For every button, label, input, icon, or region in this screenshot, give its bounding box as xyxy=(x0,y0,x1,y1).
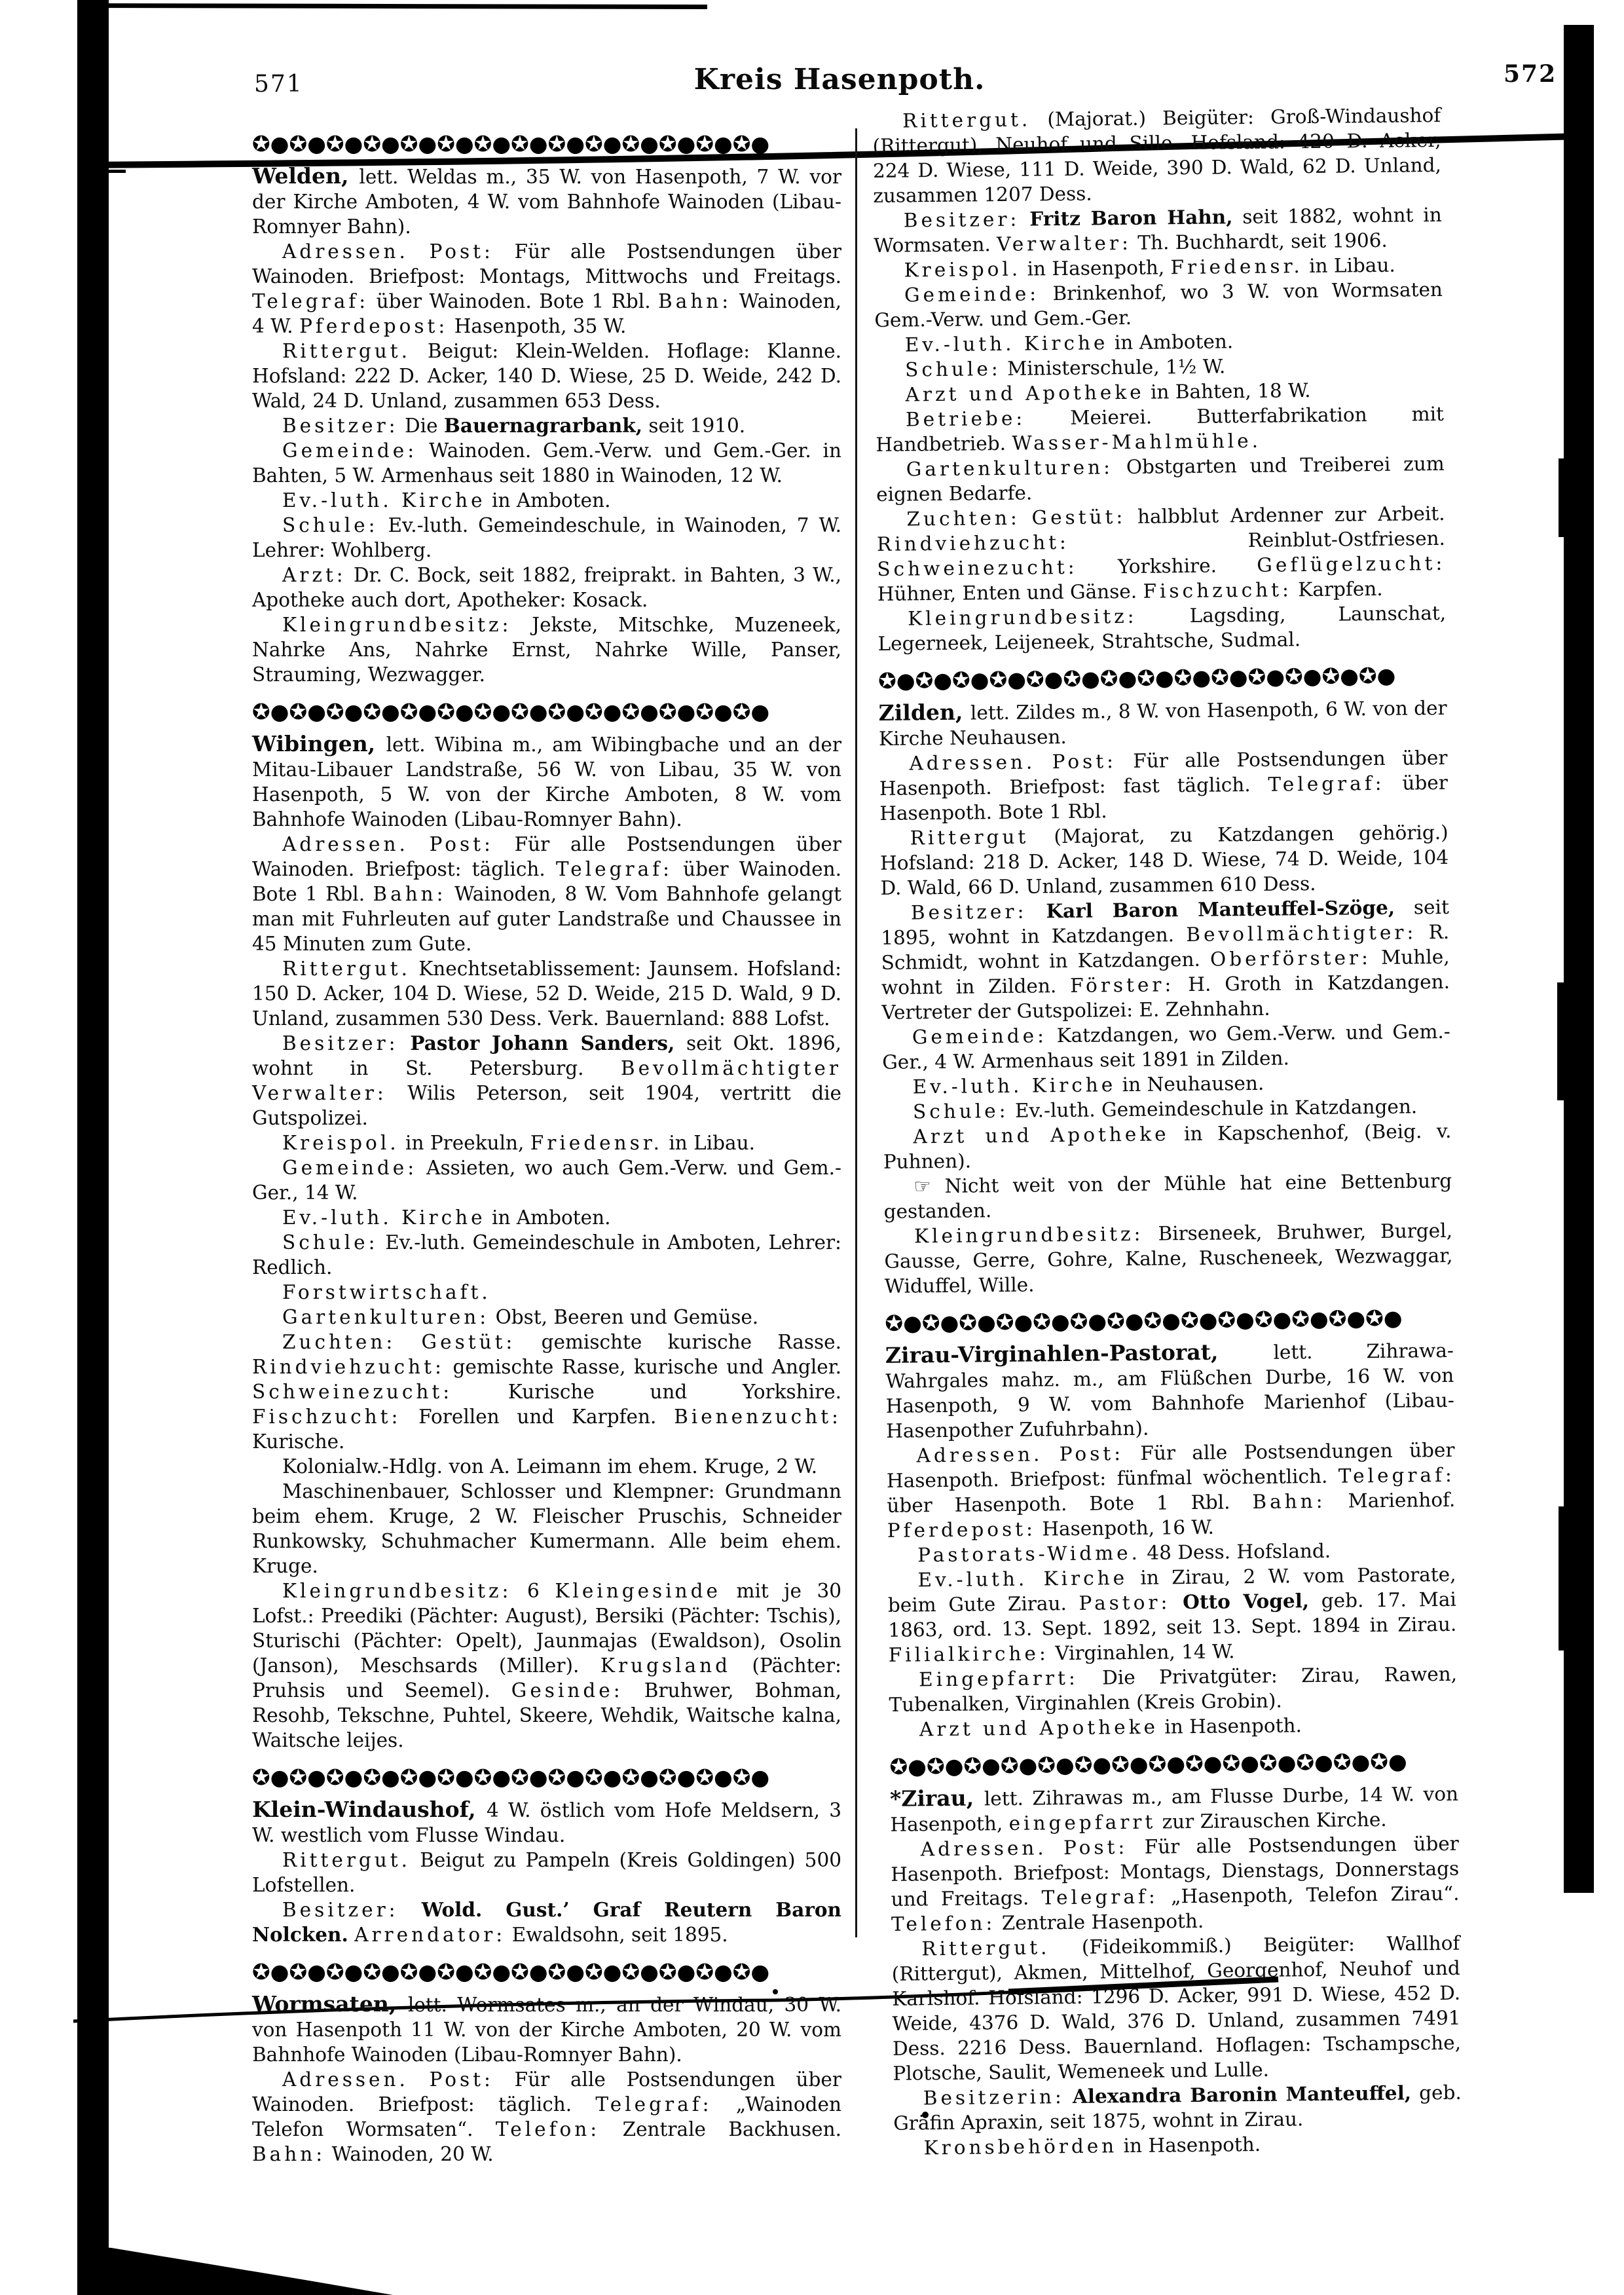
text-run: Kurische und Yorkshire. xyxy=(452,1381,841,1403)
text-run: Virginahlen, 14 W. xyxy=(1048,1640,1235,1665)
text-run: in Amboten. xyxy=(485,489,611,512)
text-run: Birseneek, Bruhwer, Burgel, Gausse, Gerre, Gohre, Kalne, Ruscheneek, Wezwaggar, Widuffel, Wille. xyxy=(884,1219,1453,1297)
ornament-divider: ✪●✪●✪●✪●✪●✪●✪●✪●✪●✪●✪●✪●✪●✪● xyxy=(252,1764,770,1790)
text-run: seit 1895, wohnt in Katzdangen. xyxy=(881,895,1450,949)
ornament-divider: ✪●✪●✪●✪●✪●✪●✪●✪●✪●✪●✪●✪●✪●✪● xyxy=(252,1959,770,1985)
text-run: Adressen. xyxy=(920,1837,1047,1861)
text-run xyxy=(348,1924,354,1946)
paragraph xyxy=(252,612,841,687)
text-run xyxy=(399,1899,422,1921)
owner-name: Wold. Gust.’ Graf Reutern Baron Nolcken. xyxy=(252,1898,841,1946)
text-run: Lagsding, Launschat, Legerneek, Leijeneek, Strahtsche, Sudmal. xyxy=(877,601,1447,655)
paragraph xyxy=(891,1931,1461,2086)
scan-top-edge-line xyxy=(84,3,707,9)
text-run: Telegraf: xyxy=(252,290,369,312)
text-run: Pastor: xyxy=(1079,1591,1171,1614)
ornament-divider: ✪●✪●✪●✪●✪●✪●✪●✪●✪●✪●✪●✪●✪●✪● xyxy=(252,699,770,724)
ornament-divider: ✪●✪●✪●✪●✪●✪●✪●✪●✪●✪●✪●✪●✪●✪● xyxy=(877,662,1396,694)
text-run: in Neuhausen. xyxy=(1116,1072,1264,1096)
text-run: Gemeinde: xyxy=(912,1024,1048,1049)
text-run: Bevollmächtigter: xyxy=(1186,921,1417,946)
text-run: Forellen und Karpfen. xyxy=(401,1406,674,1428)
text-run: Post: xyxy=(1052,750,1117,774)
text-run: lett. Wormsates m., an der Windau, 30 W. von Hasenpoth 11 W. von der Kirche Amboten, 20 W. vom Bahnhofe Wainoden (Libau-Romnyer Bahn). xyxy=(252,1994,841,2066)
text-run: Kleingrundbesitz: xyxy=(282,614,512,636)
text-run: Katzdangen, wo Gem.-Verw. und Gem.-Ger., 4 W. Armenhaus seit 1891 in Zilden. xyxy=(882,1020,1450,1073)
text-run: seit 1882, wohnt in Wormsaten. xyxy=(874,203,1442,257)
text-run: Adressen. xyxy=(916,1443,1043,1467)
text-run: Hühner, Enten und Gänse. xyxy=(877,580,1143,605)
text-run: Wainoden. Gem.-Verw. und Gem.-Ger. in Bahten, 5 W. Armenhaus seit 1880 in Wainoden, 12 W. xyxy=(252,439,841,487)
text-run: Telegraf: xyxy=(1338,1463,1456,1487)
paragraph xyxy=(893,2080,1462,2136)
entry-heading-paragraph xyxy=(252,164,841,239)
text-run: ☞ Nicht weit von der Mühle hat eine Bettenburg gestanden. xyxy=(883,1169,1452,1223)
text-run: Reinblut-Ostfriesen. xyxy=(1069,527,1446,553)
paragraph xyxy=(252,832,841,956)
text-run: mit je 30 Lofst.: Preediki (Pächter: August), Bersiki (Pächter: Tschis), Sturischi (Pächter: Opelt), Jaunmajas (Ewaldson), Osolin (Janson), Meschsards (Miller). xyxy=(252,1580,841,1677)
paragraph xyxy=(879,745,1448,826)
text-run: Krugsland xyxy=(600,1654,731,1677)
text-run: Betriebe: xyxy=(905,407,1026,431)
text-run: Arrendator: xyxy=(354,1924,506,1946)
text-run: Filialkirche: xyxy=(888,1642,1050,1666)
text-run: Eingepfarrt: xyxy=(918,1666,1079,1691)
paragraph xyxy=(882,1019,1451,1075)
text-run xyxy=(1065,2085,1073,2108)
text-run: Gemeinde: xyxy=(282,1157,418,1179)
text-run: Jekste, Mitschke, Muzeneek, Nahrke Ans, Nahrke Ernst, Nahrke Wille, Panser, Strauming, Wezwagger. xyxy=(252,614,841,686)
text-run: Kreispol. xyxy=(904,257,1022,282)
text-run: Wainoden, 4 W. xyxy=(252,290,841,337)
text-run: Telefon: xyxy=(495,2118,600,2140)
text-run xyxy=(1043,1443,1060,1465)
text-run: Förster: xyxy=(1069,973,1175,997)
text-run: Für alle Postsendungen über Wainoden. Briefpost: Montags, Mittwochs und Freitags. xyxy=(252,240,841,288)
text-run: (Fideikommiß.) Beigüter: Wallhof (Rittergut), Akmen, Mittelhof, Georgenhof, Neuhof und Karlshof. Hofsland: 1296 D. Acker, 991 D. Wiese, 452 D. Weide, 4376 D. Wald, 376 D. Unland, zusammen 7491 Dess. 2216 Dess. Bauernland. Hoflagen: Tschampsche, Plotsche, Saulit, Wemeneek und Lulle. xyxy=(891,1931,1462,2085)
paragraph xyxy=(252,1479,841,1578)
paragraph xyxy=(883,1119,1452,1174)
text-run: Rindviehzucht: xyxy=(876,531,1070,555)
text-run: Schule: xyxy=(912,1099,1009,1123)
text-run: Ev.-luth. Kirche xyxy=(282,1206,486,1229)
paragraph xyxy=(252,438,841,488)
paragraph xyxy=(252,1280,841,1305)
text-run xyxy=(1020,506,1032,529)
text-run: Kleingesinde xyxy=(555,1580,721,1602)
text-run: in Bahten, 18 W. xyxy=(1144,379,1311,403)
owner-name: Bauernagrarbank, xyxy=(443,414,643,437)
text-run: in Libau. xyxy=(662,1132,756,1154)
text-run xyxy=(1170,1591,1183,1613)
text-run: Kleingrundbesitz: xyxy=(282,1580,512,1602)
text-run: über Wainoden. Bote 1 Rbl. xyxy=(252,858,841,905)
text-run: halbblut Ardenner zur Arbeit. xyxy=(1126,502,1445,528)
text-run: 48 Dess. Hofsland. xyxy=(1140,1539,1331,1564)
paragraph xyxy=(252,1305,841,1330)
text-run: Zentrale Backhusen. xyxy=(600,2118,841,2140)
text-run: Ewaldsohn, seit 1895. xyxy=(506,1924,728,1946)
text-run: R. Schmidt, wohnt in Katzdangen. xyxy=(881,920,1450,974)
entry-heading-paragraph xyxy=(252,1992,841,2067)
text-run: Beigut: Klein-Welden. Hoflage: Klanne. Hofsland: 222 D. Acker, 140 D. Wiese, 25 D. Weide, 242 D. Wald, 24 D. Unland, zusammen 653 Dess. xyxy=(252,340,841,412)
text-run: Ev.-luth. Kirche xyxy=(917,1567,1128,1592)
text-run: Pferdepost: xyxy=(299,315,449,337)
text-run xyxy=(409,2068,430,2091)
entry-heading-paragraph xyxy=(252,732,841,832)
paragraph xyxy=(252,1205,841,1230)
text-run: Kleingrundbesitz: xyxy=(907,605,1137,630)
text-run: Ev.-luth. Gemeindeschule in Katzdangen. xyxy=(1008,1095,1418,1122)
paragraph xyxy=(252,513,841,563)
paragraph xyxy=(872,103,1442,208)
scan-corner-blob xyxy=(77,2245,393,2295)
text-run: Kleingrundbesitz: xyxy=(913,1222,1144,1248)
text-run: Rittergut. xyxy=(282,1849,411,1871)
text-run: Die Privatgüter: Zirau, Rawen, Tubenalken, Virginahlen (Kreis Grobin). xyxy=(889,1662,1458,1716)
text-run: in Amboten. xyxy=(1108,330,1234,354)
text-run: Bruhwer, Bohman, Resohb, Tekschne, Puhtel, Skeere, Wehdik, Waitsche kalna, Waitsche leijes. xyxy=(252,1679,842,1751)
paragraph xyxy=(252,563,841,612)
text-run xyxy=(396,1331,421,1353)
text-run: Zentrale Hasenpoth. xyxy=(995,1909,1204,1935)
text-run: 6 xyxy=(511,1580,555,1602)
right-text-column xyxy=(872,103,1462,2161)
paragraph xyxy=(252,1454,841,1479)
ornament-divider: ✪●✪●✪●✪●✪●✪●✪●✪●✪●✪●✪●✪●✪●✪● xyxy=(889,1748,1407,1780)
paragraph xyxy=(252,1897,841,1947)
paragraph xyxy=(252,488,841,513)
text-run: Adressen. xyxy=(282,833,409,855)
text-run: Wilis Peterson, seit 1904, vertritt die Gutspolizei. xyxy=(252,1082,841,1129)
text-run: Meierei. Butterfabrikation mit Handbetrieb. xyxy=(876,402,1445,456)
text-run: Geflügelzucht: xyxy=(1257,551,1446,576)
paragraph xyxy=(252,1230,841,1280)
text-run: in Hasenpoth. xyxy=(1117,2133,1261,2157)
page-title: Kreis Hasenpoth. xyxy=(693,63,986,96)
entry-name: Zirau-Virginahlen-Pastorat, xyxy=(885,1338,1274,1368)
text-run: Ev.-luth. Kirche xyxy=(912,1073,1116,1098)
paragraph xyxy=(889,1711,1458,1742)
text-run: Karpfen. xyxy=(1291,577,1383,601)
text-run: Adressen. xyxy=(909,751,1036,775)
paragraph xyxy=(893,2130,1462,2161)
text-run: Für alle Postsendungen über Hasenpoth. Briefpost: fünfmal wöchentlich. xyxy=(886,1438,1455,1492)
paragraph xyxy=(883,1168,1452,1224)
text-run: Hasenpoth, 16 W. xyxy=(1035,1516,1215,1540)
text-run: in Libau. xyxy=(1302,253,1395,278)
text-run: über Wainoden. Bote 1 Rbl. xyxy=(369,290,659,312)
paragraph xyxy=(887,1562,1457,1668)
text-run: Verwalter: xyxy=(996,231,1132,256)
text-run: Friedensr. xyxy=(1170,255,1303,279)
text-run: Arzt und Apotheke xyxy=(919,1715,1159,1741)
text-run: lett. Weldas m., 35 W. von Hasenpoth, 7 W. vor der Kirche Amboten, 4 W. vom Bahnhofe Wainoden (Libau-Romnyer Bahn). xyxy=(252,166,841,238)
entry-name: Wibingen, xyxy=(252,731,386,756)
text-run: Rittergut. xyxy=(282,958,411,980)
text-run: über Hasenpoth. Bote 1 Rbl. xyxy=(887,1491,1253,1517)
text-run: Post: xyxy=(1059,1442,1124,1466)
text-run: Adressen. xyxy=(282,2068,409,2091)
entry-name: Klein-Windaushof, xyxy=(252,1797,487,1822)
text-run: Obstgarten und Treiberei zum eignen Bedarfe. xyxy=(876,452,1445,506)
text-run: lett. Zihrawas m., am Flusse Durbe, 14 W. von Hasenpoth, xyxy=(890,1782,1459,1836)
text-run: Bahn: xyxy=(1252,1489,1326,1514)
text-run: geb. 17. Mai 1863, ord. 13. Sept. 1892, seit 13. Sept. 1894 in Zirau. xyxy=(888,1588,1457,1641)
text-run: Für alle Postsendungen über Wainoden. Briefpost: täglich. xyxy=(252,833,841,880)
text-run: Schule: xyxy=(904,357,1001,381)
paragraph xyxy=(889,1662,1458,1717)
text-run: Besitzer: xyxy=(282,1032,399,1054)
text-run: (Pächter: Pruhsis und Seemel). xyxy=(252,1654,841,1702)
scan-left-border xyxy=(77,0,109,2295)
text-run: in Amboten. xyxy=(485,1206,611,1229)
text-run: Bienenzucht: xyxy=(674,1406,841,1428)
text-run: in Preekuln, xyxy=(399,1132,530,1154)
text-run: „Hasenpoth, Telefon Zirau“. xyxy=(1158,1882,1460,1908)
paragraph xyxy=(876,501,1446,606)
text-run: seit Okt. 1896, wohnt in St. Petersburg. xyxy=(252,1032,841,1079)
paragraph xyxy=(891,1831,1460,1937)
text-run: Knechtsetablissement: Jaunsem. Hofsland: 150 D. Acker, 104 D. Wiese, 52 D. Weide, 215 D. Wald, 9 D. Unland, zusammen 530 Dess. Verk. Bauernland: 888 Lofst. xyxy=(252,958,841,1030)
text-run: seit 1910. xyxy=(642,415,746,437)
paragraph xyxy=(252,413,841,438)
entry-heading-paragraph xyxy=(890,1781,1459,1837)
text-run: Ev.-luth. Kirche xyxy=(904,331,1109,356)
text-run xyxy=(1020,208,1029,230)
text-run: Besitzer: xyxy=(282,1899,399,1921)
entry-name: Wormsaten, xyxy=(252,1991,408,2017)
paragraph xyxy=(881,895,1450,1025)
owner-name: Fritz Baron Hahn, xyxy=(1029,205,1233,231)
text-run: Telegraf: xyxy=(1268,772,1385,796)
entry-heading-paragraph xyxy=(252,1797,841,1848)
text-run: Beigut zu Pampeln (Kreis Goldingen) 500 Lofstellen. xyxy=(252,1849,841,1896)
text-run: Gemeinde: xyxy=(282,439,418,462)
text-run: lett. Zildes m., 8 W. von Hasenpoth, 6 W. von der Kirche Neuhausen. xyxy=(878,696,1447,750)
text-run: gemischte kurische Rasse. xyxy=(515,1331,841,1353)
text-run: Adressen. xyxy=(282,240,409,263)
text-run: Besitzerin: xyxy=(923,2085,1065,2110)
text-run: Wainoden, 20 W. xyxy=(325,2143,494,2165)
paragraph xyxy=(877,601,1447,656)
text-run: Zuchten: xyxy=(282,1331,396,1353)
paragraph xyxy=(252,1848,841,1897)
text-run: Post: xyxy=(1063,1836,1128,1859)
text-run: (Majorat.) Beigüter: Groß-Windaushof (Rittergut), Neuhof und Sille. Hofsland: 420 D. Acker, 224 D. Wiese, 111 D. Weide, 390 D. Wald, 62 D. Unland, zusammen 1207 Dess. xyxy=(872,103,1442,207)
text-run: Gestüt: xyxy=(1031,505,1126,529)
text-run: in Hasenpoth. xyxy=(1158,1714,1302,1738)
owner-name: Karl Baron Manteuffel-Szöge, xyxy=(1046,895,1395,923)
text-run: in Hasenpoth, xyxy=(1021,256,1171,280)
text-run: Gestüt: xyxy=(421,1331,516,1353)
entry-heading-paragraph xyxy=(878,695,1447,751)
text-run xyxy=(409,833,430,855)
text-run: Besitzer: xyxy=(282,415,399,437)
paragraph xyxy=(252,956,841,1031)
text-run: Telegraf: xyxy=(1041,1885,1158,1909)
text-run: Schule: xyxy=(282,514,378,536)
paragraph xyxy=(252,1578,841,1753)
text-run: Gesinde: xyxy=(511,1679,623,1702)
text-run: Kronsbehörden xyxy=(923,2135,1118,2159)
text-run: Post: xyxy=(429,833,494,855)
paragraph xyxy=(879,820,1449,901)
text-run: Wainoden, 8 W. Vom Bahnhofe gelangt man mit Fuhrleuten auf guter Landstraße und Chaussee in 45 Minuten zum Gute. xyxy=(252,883,842,955)
text-run: in Kapschenhof, (Beig. v. Puhnen). xyxy=(883,1119,1452,1173)
text-run: Rindviehzucht: xyxy=(252,1356,445,1378)
scan-right-border xyxy=(1564,25,1594,1893)
text-run: Gemeinde: xyxy=(904,282,1040,307)
text-run: Wasser-Mahlmühle. xyxy=(1012,429,1262,455)
text-run: Oberförster: xyxy=(1209,946,1372,971)
text-run: Yorkshire. xyxy=(1077,553,1257,578)
text-run: Rittergut xyxy=(910,825,1029,849)
text-run: Schule: xyxy=(282,1231,378,1254)
paragraph xyxy=(886,1438,1456,1543)
text-run xyxy=(409,240,430,263)
page-number-right: 572 xyxy=(1504,60,1557,88)
text-run xyxy=(1035,751,1052,773)
text-run: Ev.-luth. Gemeindeschule, in Wainoden, 7 W. Lehrer: Wohlberg. xyxy=(252,514,841,561)
text-run: Ev.-luth. Kirche xyxy=(282,489,486,512)
text-run: Kolonialw.-Hdlg. von A. Leimann im ehem. Kruge, 2 W. xyxy=(282,1455,818,1478)
text-run: Für alle Postsendungen über Hasenpoth. Briefpost: Montags, Dienstags, Donnerstags und Freitags. xyxy=(891,1832,1460,1911)
entry-name: Welden, xyxy=(252,163,360,189)
text-run: Kurische. xyxy=(252,1430,345,1453)
text-run: Brinkenhof, wo 3 W. von Wormsaten Gem.-Verw. und Gem.-Ger. xyxy=(874,278,1443,331)
text-run: Gartenkulturen: xyxy=(282,1306,490,1328)
paragraph xyxy=(874,277,1443,333)
text-run: Telefon: xyxy=(891,1912,996,1935)
text-run xyxy=(1047,1837,1064,1859)
text-run: in Zirau, 2 W. vom Pastorate, beim Gute Zirau. xyxy=(887,1563,1456,1616)
paragraph xyxy=(876,401,1445,457)
text-run: eingepfarrt xyxy=(1008,1810,1156,1835)
text-run: Rittergut. xyxy=(921,1936,1050,1960)
text-run: Schweinezucht: xyxy=(252,1381,453,1403)
column-divider xyxy=(855,128,857,1937)
paragraph xyxy=(874,202,1443,258)
page-number-left: 571 xyxy=(254,71,303,98)
text-run: Ev.-luth. Gemeindeschule in Amboten, Lehrer: Redlich. xyxy=(252,1231,841,1278)
text-run: Gartenkulturen: xyxy=(906,456,1114,481)
text-run: Besitzer: xyxy=(903,208,1020,232)
text-run: Die xyxy=(398,415,444,437)
text-run xyxy=(1027,900,1046,922)
scan-edge-notch xyxy=(1559,458,1565,537)
text-run: Rittergut. xyxy=(902,108,1031,132)
text-run: Muhle, wohnt in Zilden. xyxy=(881,945,1450,999)
text-run: zur Zirauschen Kirche. xyxy=(1156,1808,1387,1833)
paragraph xyxy=(252,1330,841,1454)
owner-name: Pastor Johann Sanders, xyxy=(410,1032,675,1054)
paragraph xyxy=(252,1155,841,1205)
text-run: Th. Buchhardt, seit 1906. xyxy=(1131,229,1388,254)
text-run: Pferdepost: xyxy=(887,1518,1037,1542)
entry-name: Zilden, xyxy=(878,699,971,726)
scan-edge-notch xyxy=(1557,982,1565,1100)
text-run: Arzt und Apotheke xyxy=(905,381,1145,406)
paragraph xyxy=(252,1031,841,1130)
text-run: Marienhof. xyxy=(1325,1488,1456,1512)
text-run: Für alle Postsendungen über Hasenpoth. Briefpost: fast täglich. xyxy=(879,746,1448,800)
header-rule-tick xyxy=(77,170,126,173)
text-run xyxy=(399,1032,411,1054)
text-run: Bahn: xyxy=(658,290,732,312)
text-run: Post: xyxy=(429,2068,494,2091)
text-run: (Majorat, zu Katzdangen gehörig.) Hofsland: 218 D. Acker, 148 D. Wiese, 74 D. Weide, 104 D. Wald, 66 D. Unland, zusammen 610 Dess. xyxy=(879,821,1449,899)
text-run: Schweinezucht: xyxy=(877,555,1078,580)
text-run: Assieten, wo auch Gem.-Verw. und Gem.-Ger., 14 W. xyxy=(252,1157,841,1204)
text-run: Friedensr. xyxy=(530,1132,663,1154)
text-run: lett. Wibina m., am Wibingbache und an der Mitau-Libauer Landstraße, 56 W. von Libau, 35 W. von Hasenpoth, 5 W. von der Kirche Amboten, 8 W. vom Bahnhofe Wainoden (Libau-Romnyer Bahn). xyxy=(252,734,841,830)
text-run: Dr. C. Bock, seit 1882, freiprakt. in Bahten, 3 W., Apotheke auch dort, Apotheker: Kosack. xyxy=(252,564,841,611)
text-run: Hasenpoth, 35 W. xyxy=(448,315,627,337)
paragraph xyxy=(252,1130,841,1155)
text-run: 4 W. östlich vom Hofe Meldsern, 3 W. westlich vom Flusse Windau. xyxy=(252,1799,842,1846)
text-run: Bevollmächtigter Verwalter: xyxy=(252,1057,841,1104)
paragraph xyxy=(252,239,841,339)
scan-edge-notch xyxy=(1559,1506,1565,1651)
text-run: gemischte Rasse, kurische und Angler. xyxy=(444,1356,841,1378)
text-run: Post: xyxy=(429,240,494,263)
ornament-divider: ✪●✪●✪●✪●✪●✪●✪●✪●✪●✪●✪●✪●✪●✪● xyxy=(885,1305,1403,1336)
owner-name: Otto Vogel, xyxy=(1182,1589,1310,1614)
text-run: Rittergut. xyxy=(282,340,411,362)
left-text-column xyxy=(252,119,841,2167)
paragraph xyxy=(252,339,841,413)
entry-name: *Zirau, xyxy=(889,1785,985,1812)
text-run: lett. Zihrawa-Wahrgales mahz. m., am Flüßchen Durbe, 16 W. von Hasenpoth, 9 W. vom Bahnhofe Marienhof (Libau-Hasenpother Zufuhrbahn). xyxy=(885,1339,1454,1442)
text-run: Ministerschule, 1½ W. xyxy=(1001,355,1226,380)
ornament-divider: ✪●✪●✪●✪●✪●✪●✪●✪●✪●✪●✪●✪●✪●✪● xyxy=(252,131,770,157)
text-run: „Wainoden Telefon Wormsaten“. xyxy=(252,2093,841,2140)
text-run: geb. Gräfin Apraxin, seit 1875, wohnt in Zirau. xyxy=(893,2081,1462,2135)
paragraph xyxy=(876,451,1445,507)
paragraph xyxy=(884,1218,1453,1299)
text-run: Arzt: xyxy=(282,564,346,586)
text-run: Zuchten: xyxy=(906,506,1021,531)
text-run: Arzt und Apotheke xyxy=(913,1123,1170,1148)
text-run: Bahn: xyxy=(373,883,447,905)
text-run: Pastorats-Widme. xyxy=(917,1541,1141,1567)
text-run: Maschinenbauer, Schlosser und Klempner: Grundmann beim ehem. Kruge, 2 W. Fleischer Pruschis, Schneider Runkowsky, Schuhmacher Kumermann. Alle beim ehem. Kruge. xyxy=(252,1480,841,1577)
text-run: Telegraf: xyxy=(595,2093,712,2116)
text-run: Fischzucht: xyxy=(252,1406,401,1428)
text-run: über Hasenpoth. Bote 1 Rbl. xyxy=(879,771,1449,825)
owner-name: Alexandra Baronin Manteuffel, xyxy=(1072,2081,1412,2108)
text-run: Forstwirtschaft. xyxy=(282,1281,491,1303)
text-run: Obst, Beeren und Gemüse. xyxy=(489,1306,759,1328)
text-run: Telegraf: xyxy=(555,858,673,880)
paragraph xyxy=(252,2067,841,2167)
text-run: H. Groth in Katzdangen. Vertreter der Gutspolizei: E. Zehnhahn. xyxy=(881,970,1450,1024)
text-run: Kreispol. xyxy=(282,1132,399,1154)
text-run: Für alle Postsendungen über Wainoden. Briefpost: täglich. xyxy=(252,2068,841,2116)
entry-heading-paragraph xyxy=(885,1337,1455,1444)
text-run: Fischzucht: xyxy=(1143,578,1293,603)
text-run: Besitzer: xyxy=(910,900,1027,924)
text-run: Bahn: xyxy=(252,2143,326,2165)
